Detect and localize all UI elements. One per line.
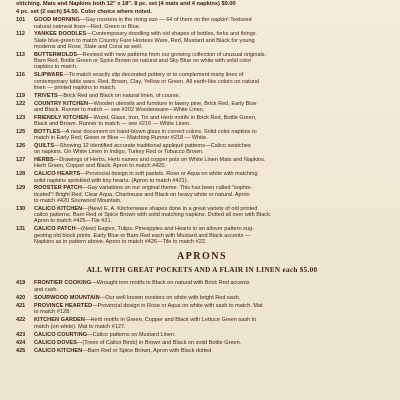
item-number: 421: [16, 302, 26, 309]
catalog-item: [16, 157, 388, 170]
item-name: CALICO HEARTS: [34, 171, 81, 178]
item-number: 126: [16, 143, 26, 150]
item-number: 101: [16, 17, 26, 24]
item-description-line: [34, 295, 388, 301]
item-description-line: moderns and Rose, Slate and Coral as well.: [34, 44, 143, 51]
item-text: —Gay variations on our original theme. This has been called "sophis-: [81, 185, 252, 192]
item-text: —Herb motifs in Green, Copper and Black with Lettuce Green sash to: [84, 317, 257, 324]
item-text: —Calico patterns on Mustard Linen.: [87, 331, 176, 338]
catalog-item: [16, 129, 388, 142]
item-description-line: [34, 348, 388, 354]
item-name: FRIENDLY KITCHEN: [34, 114, 89, 121]
catalog-item: [16, 115, 388, 128]
item-name: CALICO PATCH: [34, 226, 76, 233]
item-description-line: match (on white). Mat to match #127.: [34, 323, 126, 330]
item-description: [34, 101, 388, 114]
item-name: HERBS: [34, 157, 54, 164]
item-name: CALICO KITCHEN: [34, 205, 83, 212]
item-text: —(New) Eagles, Tulips, Pineapples and Hearts in an allover pattern sug-: [75, 226, 254, 233]
item-description-line: gesting old block prints. Early Blue or Barn Red each with Mustard and Black accents —: [34, 232, 251, 239]
item-description-line: contemporary table ware. Red, Brown, Clay, Yellow or Green. All earth-like colors on natural: [34, 78, 259, 85]
item-text: —(New) E. A. Kitchenware shapes done in a great variety of old printed: [82, 205, 258, 212]
item-name: COUNTRY KITCHEN: [34, 100, 89, 107]
intro-line: stitching. Mats and Napkins both 12" x 18". 8 pc. set (4 mats and 4 napkins) $9.00: [16, 1, 236, 7]
intro-line: 4 pc. set (2 each) $4.50. Color choice where noted.: [16, 8, 152, 15]
item-name: FRONTIER COOKING: [34, 280, 92, 287]
item-description: [34, 72, 388, 91]
item-text: —Revised with new patterns from our growing collection of unusual originals.: [77, 51, 267, 58]
item-name: BUTTERMOLDS: [34, 51, 78, 58]
item-text: —Wooden utensils and furniture in tawny pine, Brick Red, Early Blue: [88, 100, 257, 107]
catalog-item: [16, 226, 388, 245]
item-description-line: calico patterns. Barn Red or Spice Brown with solid matching napkins. Dotted all over with Black.: [34, 212, 272, 219]
item-description: [34, 52, 388, 71]
catalog-item: [16, 143, 388, 156]
item-description: [34, 17, 388, 30]
aprons-subheading: ALL WITH GREAT POCKETS AND A FLAIR IN LINEN each $5.00: [86, 266, 318, 275]
item-description-line: [34, 332, 388, 338]
catalog-item: [16, 93, 388, 99]
item-number: 127: [16, 157, 26, 164]
catalog-item: [16, 52, 388, 71]
item-number: 424: [16, 340, 26, 347]
item-number: 131: [16, 226, 26, 233]
item-name: SLIPWARE: [34, 72, 64, 79]
catalog-item: [16, 303, 388, 316]
item-text: —To match exactly slip decorated pottery or to complement many lines of: [63, 72, 244, 79]
item-description: [34, 157, 388, 170]
item-number: 420: [16, 294, 26, 301]
item-text: —A near document on hand-blown glass in correct colors. Solid color napkins to: [60, 128, 257, 135]
item-text: —(Trees of Calico Birds) in Brown and Black on solid Bottle Green.: [76, 340, 242, 347]
item-text: —Barn Red or Spice Brown, Apron with Black dotted: [82, 348, 212, 355]
item-description-line: Napkins as in pattern above. Apron to match #426—Tile to match #22.: [34, 238, 207, 245]
item-name: TRIVETS: [34, 92, 58, 99]
item-text: —Showing 12 identified accurate traditional appliqué patterns—Calico swatches: [54, 143, 251, 150]
item-text: —Wood, Glass, Iron, Tin and Herb motifs in Brick Red, Bottle Green,: [88, 114, 257, 121]
item-number: 422: [16, 317, 26, 324]
item-description: [34, 348, 388, 354]
placemat-items-list: [16, 17, 388, 245]
item-name: ROOSTER PATCH: [34, 185, 82, 192]
item-name: CALICO DOVES: [34, 340, 77, 347]
catalog-item: [16, 340, 388, 346]
item-name: CALICO COURTING: [34, 331, 88, 338]
item-text: —Brick Red and Black on natural linen, of course.: [57, 92, 181, 99]
item-number: 128: [16, 171, 26, 178]
catalog-item: [16, 101, 388, 114]
item-description-line: ticated"! Bright Red, Clear Aqua, Chartreuse and Black on heavy white or natural. Apron: [34, 191, 250, 198]
item-name: KITCHEN GARDEN: [34, 317, 85, 324]
item-description-line: [34, 340, 388, 346]
item-description-line: and cash.: [34, 286, 59, 293]
catalog-item: [16, 295, 388, 301]
item-description-line: solid napkins sprinkled with tiny hearts. (Apron to match #421).: [34, 177, 189, 184]
item-description-line: linen — printed napkins to match.: [34, 84, 117, 91]
item-description: [34, 303, 388, 316]
item-text: —Drawings of Herbs, Herb names and copper pots on White Linen Mats and Napkins.: [53, 157, 266, 164]
item-number: 423: [16, 331, 26, 338]
intro-text: [16, 0, 388, 16]
item-number: 112: [16, 31, 25, 38]
item-number: 130: [16, 205, 26, 212]
catalog-item: [16, 280, 388, 293]
item-description-line: [34, 93, 388, 99]
item-number: 419: [16, 280, 26, 287]
catalog-item: [16, 171, 388, 184]
item-description-line: napkins to match.: [34, 64, 78, 71]
item-name: QUILTS: [34, 143, 55, 150]
item-description-line: Black and Brown. Runner to match — see #216 — White Linen.: [34, 121, 191, 128]
item-description: [34, 206, 388, 225]
item-description-line: to match #128.: [34, 309, 71, 316]
item-number: 116: [16, 72, 25, 79]
item-number: 122: [16, 100, 26, 107]
item-description-line: match in Early Red, Green or Blue — Matching Runner #218 — White.: [34, 135, 208, 142]
item-description-line: on napkins. On White Linen in Indigo, Turkey Red or Tobacco Brown.: [34, 149, 204, 156]
apron-items-list: [16, 280, 388, 354]
item-number: 113: [16, 51, 25, 58]
item-description: [34, 317, 388, 330]
item-name: CALICO KITCHEN: [34, 348, 83, 355]
catalog-item: [16, 317, 388, 330]
item-number: 129: [16, 185, 26, 192]
catalog-item: [16, 206, 388, 225]
item-description: [34, 340, 388, 346]
catalog-item: [16, 31, 388, 50]
item-description-line: Slate blue-green to match Country Fare Hostess Ware, Red, Mustard and Black for young: [34, 37, 255, 44]
item-text: —Gay roosters in the rising sun — 64 of them on the napkin! Textured: [79, 17, 252, 24]
item-number: 123: [16, 114, 26, 121]
item-description-line: natural oatmeal linen—Red, Green or Blue.: [34, 23, 141, 30]
item-description: [34, 93, 388, 99]
item-description: [34, 115, 388, 128]
item-number: 125: [16, 128, 26, 135]
item-text: —Provincial design in soft pastels. Rose or Aqua on white with matching: [80, 171, 258, 178]
item-description: [34, 129, 388, 142]
item-description: [34, 332, 388, 338]
item-description: [34, 171, 388, 184]
item-description-line: Barn Red, Bottle Green or Spice Brown on natural and Sky Blue on white with solid color: [34, 58, 252, 65]
item-description-line: Apron to match #425—Tile #21.: [34, 218, 113, 225]
item-text: —Our well known roosters on white with bright Red sash.: [99, 294, 241, 301]
item-description: [34, 185, 388, 204]
aprons-heading: APRONS: [176, 251, 228, 263]
catalog-item: [16, 332, 388, 338]
catalog-item: [16, 17, 388, 30]
item-description-line: to match #420 Sourwood Mountain.: [34, 198, 122, 205]
item-name: GOOD MORNING: [34, 17, 80, 24]
catalog-item: [16, 72, 388, 91]
item-description: [34, 31, 388, 50]
item-name: SOURWOOD MOUNTAIN: [34, 294, 100, 301]
item-description: [34, 226, 388, 245]
item-number: 119: [16, 92, 25, 99]
catalog-item: [16, 185, 388, 204]
item-name: PROVINCE HEARTED: [34, 302, 93, 309]
item-text: —Contemporary doodling with old shapes of bottles, forks and things.: [86, 31, 258, 38]
item-name: YANKEE DOODLES: [34, 31, 87, 38]
item-number: 425: [16, 348, 26, 355]
catalog-item: [16, 348, 388, 354]
item-name: BOTTLES: [34, 128, 61, 135]
item-text: —Wrought iron motifs in Black on natural with Brick Red accents: [91, 280, 250, 287]
item-description-line: Herb Green, Copper and Black. Apron to match #420.: [34, 163, 166, 170]
item-description-line: and Black. Runner to match — see #202 Woodenware—White Linen.: [34, 106, 205, 113]
item-description: [34, 295, 388, 301]
item-description: [34, 280, 388, 293]
item-description: [34, 143, 388, 156]
item-text: —Provincial design in Rose or Aqua on white with sash to match. Mat: [92, 302, 263, 309]
